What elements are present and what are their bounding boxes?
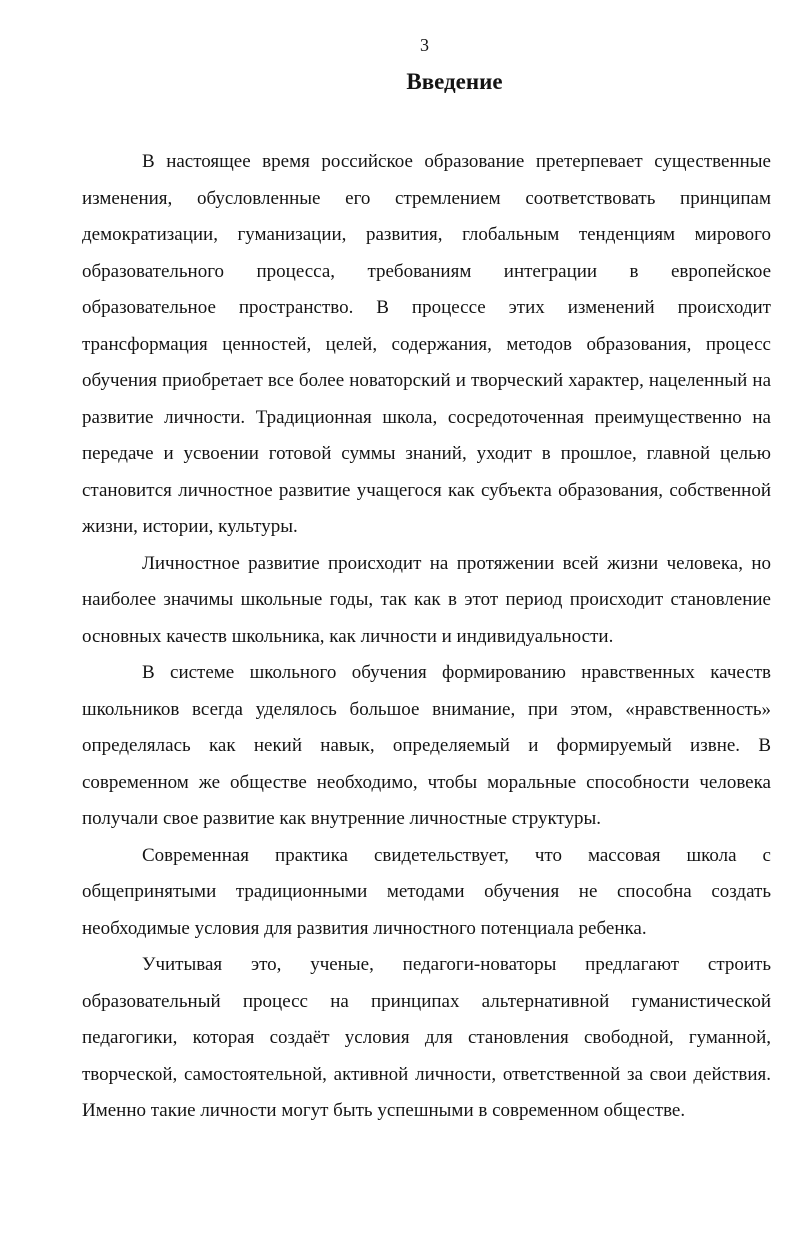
body-text	[82, 144, 771, 1130]
paragraph-4: Современная практика свидетельствует, что массовая школа с общепринятыми традиционными методами обучения не способна создать необходимые условия для развития личностного потенциала ребенка.	[82, 844, 771, 939]
paragraph-3: В системе школьного обучения формированию нравственных качеств школьников всегда уделялось большое внимание, при этом, «нравственность» определялась как некий навык, определяемый и формируемый извне. В современном же обществе необходимо, чтобы моральные способности человека получали свое развитие как внутренние личностные структуры.	[82, 662, 771, 829]
paragraph-2: Личностное развитие происходит на протяжении всей жизни человека, но наиболее значимы школьные годы, так как в этот период происходит становление основных качеств школьника, как личности и индивидуальности.	[82, 552, 771, 647]
page-number: 3	[420, 35, 429, 55]
paragraph-1: В настоящее время российское образование претерпевает существенные изменения, обусловленные его стремлением соответствовать принципам демократизации, гуманизации, развития, глобальным тенденциям мирового образовательного процесса, требованиям интеграции в европейское образовательное пространство. В процессе этих изменений происходит трансформация ценностей, целей, содержания, методов образования, процесс обучения приобретает все более новаторский и творческий характер, нацеленный на развитие личности. Традиционная школа, сосредоточенная преимущественно на передаче и усвоении готовой суммы знаний, уходит в прошлое, главной целью становится личностное развитие учащегося как субъекта образования, собственной жизни, истории, культуры.	[82, 151, 771, 537]
paragraph-5: Учитывая это, ученые, педагоги-новаторы предлагают строить образовательный процесс на принципах альтернативной гуманистической педагогики, которая создаёт условия для становления свободной, гуманной, творческой, самостоятельной, активной личности, ответственной за свои действия. Именно такие личности могут быть успешными в современном обществе.	[82, 954, 771, 1121]
page-title: Введение	[406, 69, 503, 94]
